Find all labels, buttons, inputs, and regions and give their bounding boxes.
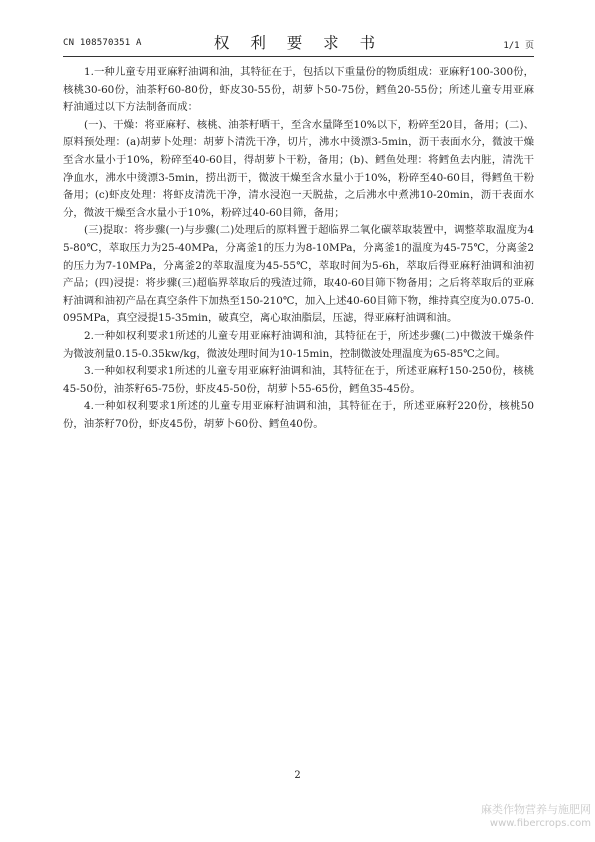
claim-2: 2.一种如权利要求1所述的儿童专用亚麻籽油调和油，其特征在于，所述步骤(二)中微波干燥条件为微波剂量0.15-0.35kw/kg，微波处理时间为10-15min，控制微波处理温度为65-85℃之间。 bbox=[63, 329, 534, 360]
header-divider bbox=[63, 56, 534, 57]
watermark-url: www.fibercrops.com bbox=[489, 818, 591, 829]
publication-number: CN 108570351 A bbox=[63, 38, 142, 48]
document-header bbox=[63, 28, 534, 54]
site-watermark bbox=[461, 803, 591, 830]
claim-1-step-drying-pretreatment: (一)、干燥：将亚麻籽、核桃、油茶籽晒干，至含水量降至10%以下，粉碎至20目，备用；(二)、原料预处理：(a)胡萝卜处理：胡萝卜清洗干净，切片，沸水中烫漂3-5min，沥干表面水分，微波干燥至含水量小于10%，粉碎至40-60目，得胡萝卜干粉，备用；(b)、鳕鱼处理：将鳕鱼去内脏，清洗干净血水，沸水中烫漂3-5min，捞出沥干，微波干燥至含水量小于10%，粉碎至40-60目，得鳕鱼干粉备用；(c)虾皮处理：将虾皮清洗干净，清水浸泡一天脱盐，之后沸水中煮沸10-20min，沥干表面水分，微波干燥至含水量小于10%，粉碎过40-60目筛，备用； bbox=[63, 118, 534, 219]
claim-1-step-extraction: (三)提取：将步骤(一)与步骤(二)处理后的原料置于超临界二氧化碳萃取装置中，调整萃取温度为45-80℃，萃取压力为25-40MPa，分离釜1的压力为8-10MPa，分离釜1的温度为45-75℃，分离釜2的压力为7-10MPa，分离釜2的萃取温度为45-55℃，萃取时间为5-6h，萃取后得亚麻籽油调和油初产品；(四)浸提：将步骤(三)超临界萃取后的残渣过筛，取40-60目筛下物备用；之后将萃取后的亚麻籽油调和油初产品在真空条件下加热至150-210℃，加入上述40-60目筛下物，维持真空度为0.075-0.095MPa，真空浸提15-35min，破真空，离心取油脂层，压滤，得亚麻籽油调和油。 bbox=[63, 224, 534, 325]
page-number: 2 bbox=[294, 770, 301, 781]
claim-3: 3.一种如权利要求1所述的儿童专用亚麻籽油调和油，其特征在于，所述亚麻籽150-250份，核桃45-50份，油茶籽65-75份，虾皮45-50份，胡萝卜55-65份，鳕鱼35-45份。 bbox=[63, 365, 534, 395]
watermark-name: 麻类作物营养与施肥网 bbox=[481, 803, 591, 816]
claim-1-intro: 1.一种儿童专用亚麻籽油调和油，其特征在于，包括以下重量份的物质组成：亚麻籽100-300份，核桃30-60份，油茶籽60-80份，虾皮30-55份，胡萝卜50-75份，鳕鱼20-55份；所述儿童专用亚麻籽油通过以下方法制备而成： bbox=[63, 66, 534, 114]
claim-4: 4.一种如权利要求1所述的儿童专用亚麻籽油调和油，其特征在于，所述亚麻籽220份，核桃50份，油茶籽70份，虾皮45份，胡萝卜60份、鳕鱼40份。 bbox=[63, 400, 534, 430]
page-count: 1/1 页 bbox=[503, 41, 534, 51]
page-title: 权 利 要 求 书 bbox=[213, 34, 384, 52]
claims-body bbox=[63, 64, 534, 433]
